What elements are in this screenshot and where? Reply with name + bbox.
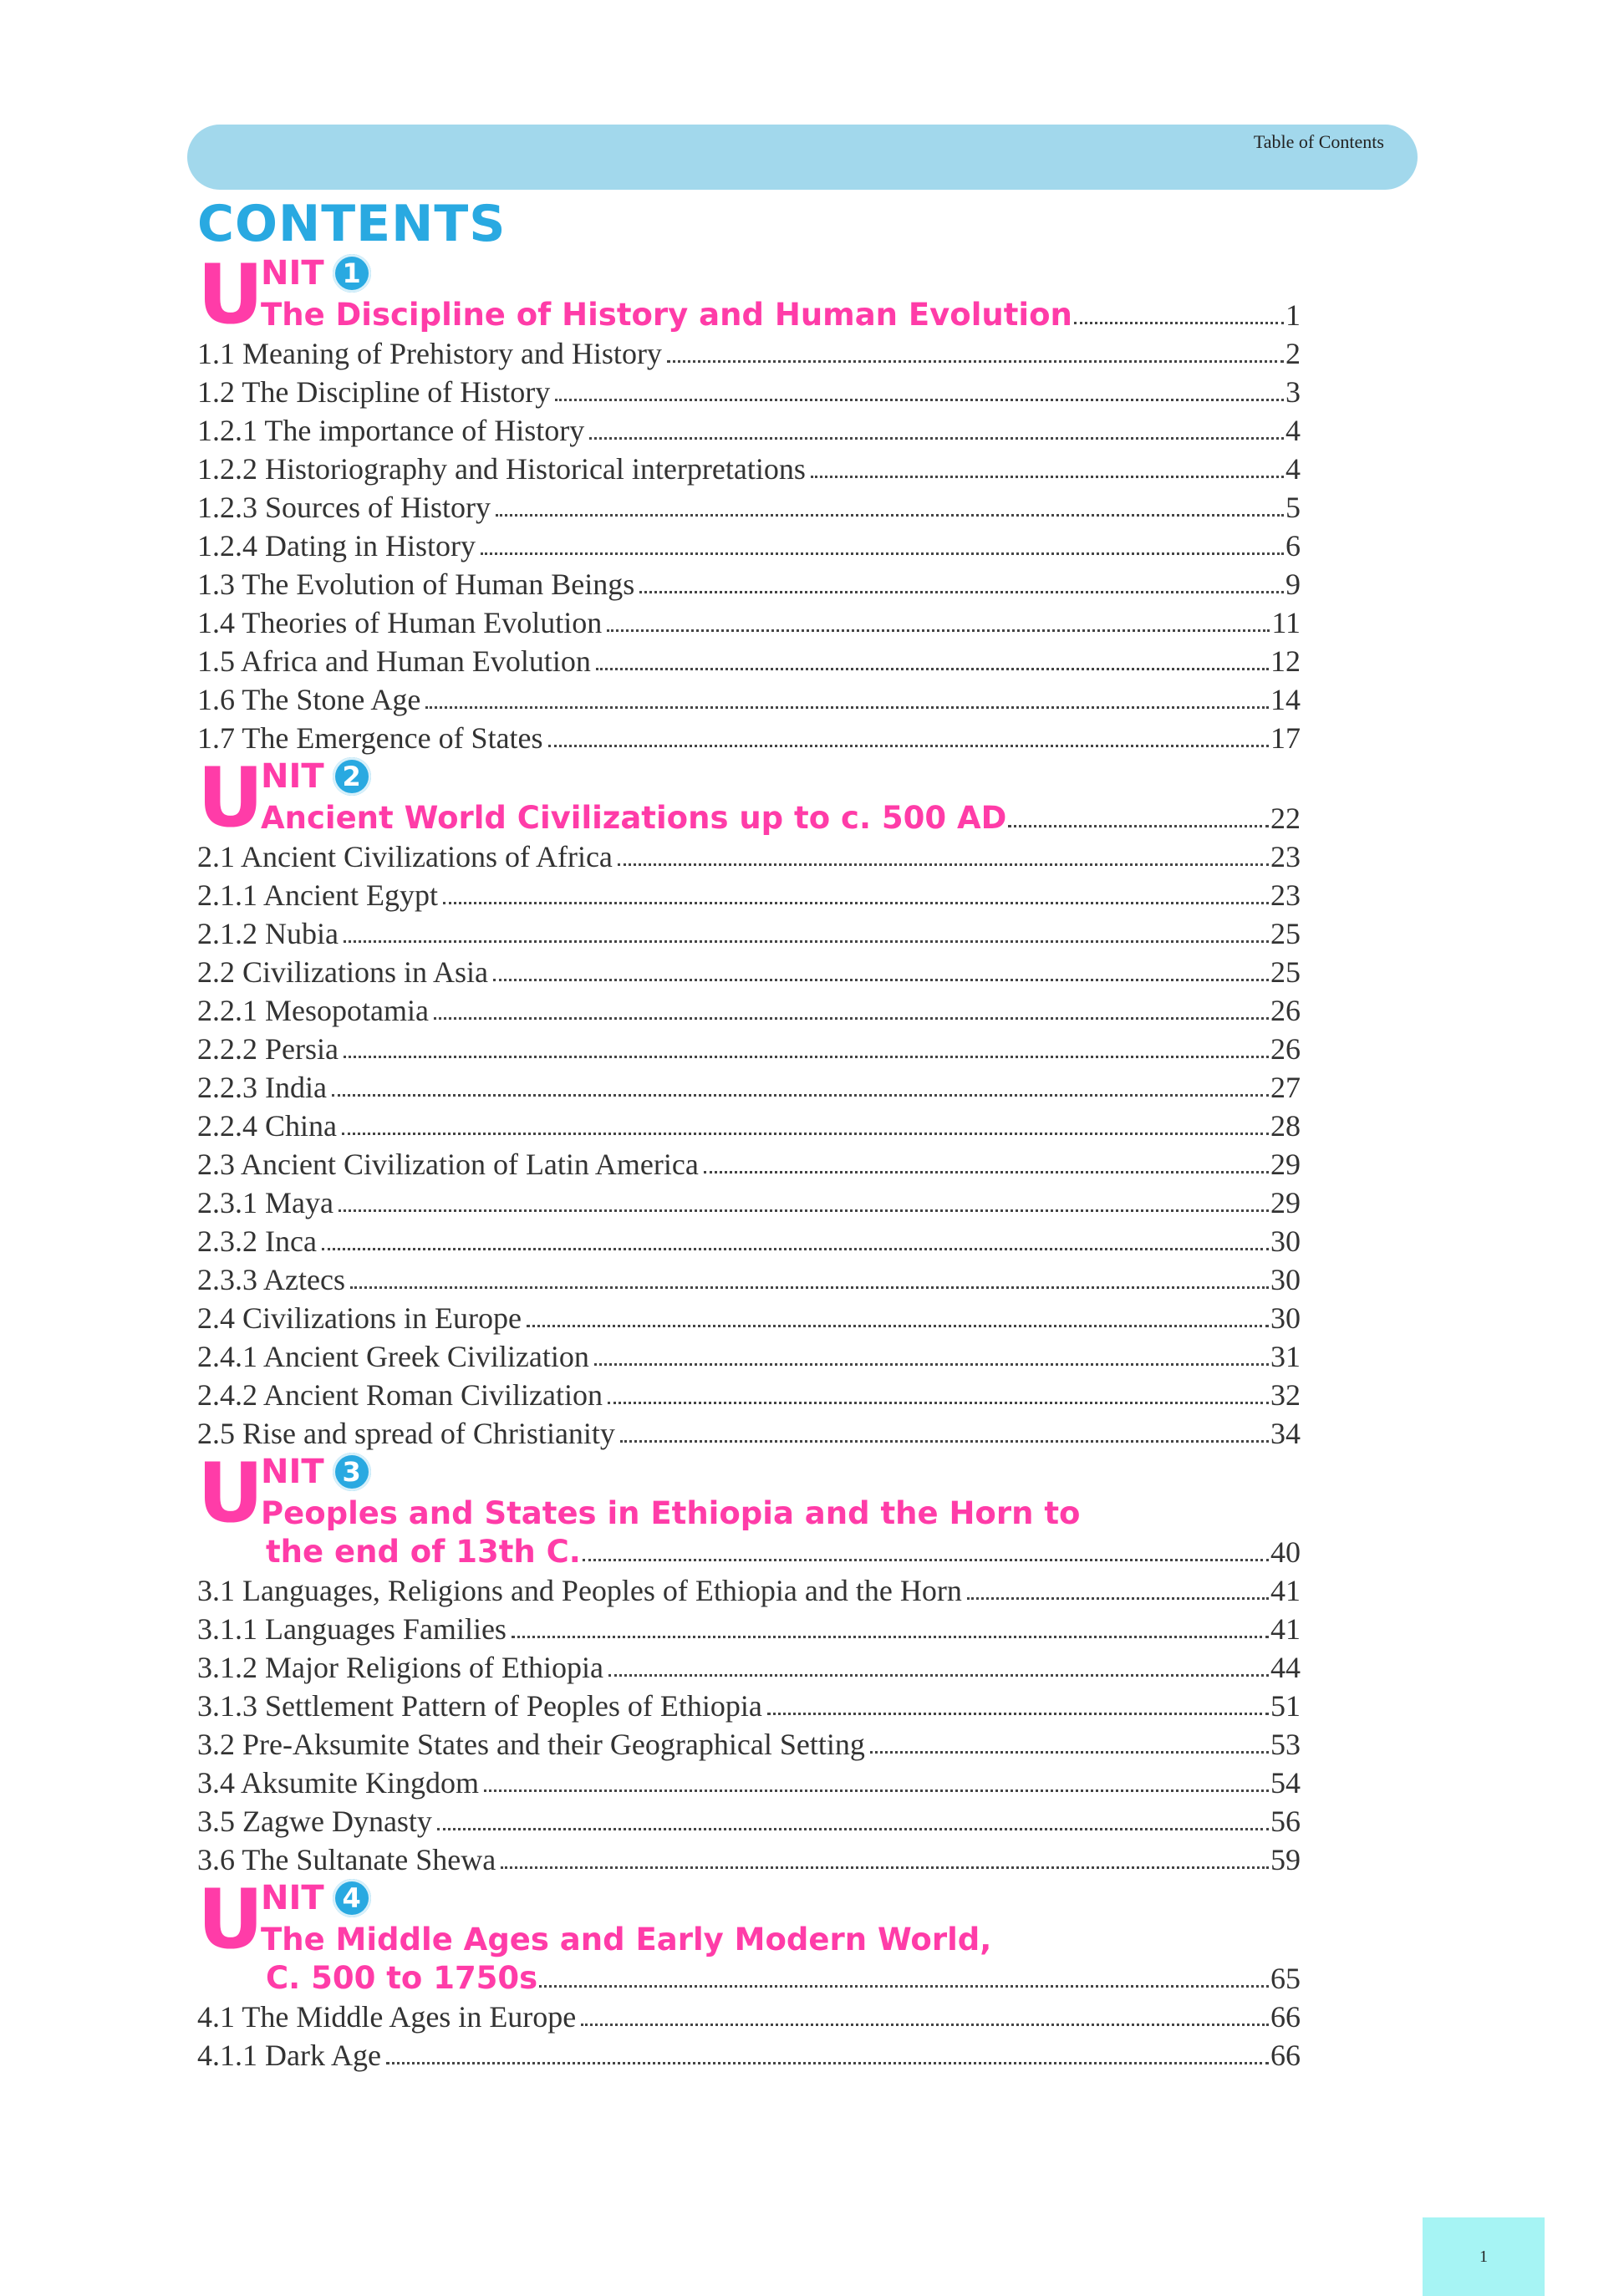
unit-label-text: NIT xyxy=(261,1879,324,1917)
toc-entry[interactable] xyxy=(197,1608,1301,1647)
dot-leader xyxy=(512,1636,1269,1638)
unit-initial-letter: U xyxy=(197,751,264,846)
toc-entry-page: 53 xyxy=(1270,1728,1301,1761)
toc-entry-page: 44 xyxy=(1270,1651,1301,1684)
dot-leader xyxy=(594,1363,1269,1366)
toc-entry[interactable] xyxy=(197,913,1301,951)
toc-entry-title: 3.1.1 Languages Families xyxy=(197,1612,507,1646)
toc-entry[interactable] xyxy=(197,1374,1301,1413)
toc-entry-page: 3 xyxy=(1285,375,1301,409)
dot-leader xyxy=(344,940,1269,943)
toc-entry[interactable] xyxy=(197,448,1301,486)
toc-entry-title: 1.2.2 Historiography and Historical interpretations xyxy=(197,452,806,486)
dot-leader xyxy=(1074,322,1284,324)
toc-entry-title: 3.4 Aksumite Kingdom xyxy=(197,1766,480,1800)
dot-leader xyxy=(484,1789,1269,1792)
dot-leader xyxy=(481,552,1284,555)
toc-entry-title: 1.2.1 The importance of History xyxy=(197,414,585,447)
toc-entry-page: 4 xyxy=(1285,414,1301,447)
dot-leader xyxy=(425,706,1269,709)
unit-number-badge: 2 xyxy=(333,757,371,796)
toc-entry[interactable] xyxy=(197,1067,1301,1105)
toc-entry-title: 2.2.1 Mesopotamia xyxy=(197,994,429,1027)
toc-entry-page: 14 xyxy=(1270,683,1301,716)
toc-entry-page: 30 xyxy=(1270,1263,1301,1296)
toc-entry-title: 2.1 Ancient Civilizations of Africa xyxy=(197,840,613,873)
unit-page-number: 22 xyxy=(1270,802,1301,835)
dot-leader xyxy=(527,1325,1269,1327)
unit-label-text: NIT xyxy=(261,757,324,796)
dot-leader xyxy=(581,2024,1269,2026)
unit-title-text: the end of 13th C. xyxy=(266,1534,581,1570)
toc-entry[interactable] xyxy=(197,1570,1301,1608)
toc-entry-page: 25 xyxy=(1270,917,1301,950)
unit-number-badge: 1 xyxy=(333,254,371,293)
toc-entry-page: 66 xyxy=(1270,2000,1301,2034)
dot-leader xyxy=(620,1440,1269,1443)
page-number-box xyxy=(1423,2217,1545,2296)
toc-entry-page: 51 xyxy=(1270,1689,1301,1723)
dot-leader xyxy=(589,437,1284,440)
dot-leader xyxy=(704,1171,1269,1173)
unit-section xyxy=(197,1872,1301,1996)
toc-entry-page: 54 xyxy=(1270,1766,1301,1800)
toc-entry-page: 28 xyxy=(1270,1109,1301,1143)
dot-leader xyxy=(767,1713,1269,1715)
unit-section xyxy=(197,247,1301,343)
toc-entry-page: 26 xyxy=(1270,1032,1301,1066)
toc-entry[interactable] xyxy=(197,679,1301,717)
toc-entry[interactable] xyxy=(197,410,1301,448)
dot-leader xyxy=(607,629,1270,632)
dot-leader xyxy=(667,360,1284,363)
toc-entry-title: 1.1 Meaning of Prehistory and History xyxy=(197,337,662,370)
toc-entry-page: 29 xyxy=(1270,1186,1301,1219)
toc-entry[interactable] xyxy=(197,717,1301,756)
dot-leader xyxy=(811,476,1284,478)
unit-section xyxy=(197,1446,1301,1570)
dot-leader xyxy=(608,1402,1269,1404)
unit-initial-letter: U xyxy=(197,1446,264,1541)
unit-label-text: NIT xyxy=(261,254,324,293)
toc-entry-title: 1.4 Theories of Human Evolution xyxy=(197,606,603,639)
unit-label xyxy=(261,1877,1301,1919)
dot-leader xyxy=(583,1559,1269,1561)
toc-entry-page: 30 xyxy=(1270,1301,1301,1335)
toc-entry[interactable] xyxy=(197,951,1301,990)
toc-entry[interactable] xyxy=(197,525,1301,563)
toc-entry-page: 25 xyxy=(1270,955,1301,989)
toc-entry-page: 23 xyxy=(1270,878,1301,912)
toc-entry[interactable] xyxy=(197,1105,1301,1143)
toc-entry-page: 66 xyxy=(1270,2039,1301,2072)
toc-entry[interactable] xyxy=(197,1685,1301,1723)
page-number: 1 xyxy=(1479,2247,1488,2266)
unit-title-text: Peoples and States in Ethiopia and the Horn to xyxy=(261,1495,1081,1531)
toc-entry-title: 1.2.3 Sources of History xyxy=(197,491,491,524)
toc-entry[interactable] xyxy=(197,1762,1301,1800)
toc-entry-title: 1.2.4 Dating in History xyxy=(197,529,476,563)
toc-entry-page: 17 xyxy=(1270,721,1301,755)
toc-entry-page: 34 xyxy=(1270,1417,1301,1450)
unit-label-text: NIT xyxy=(261,1453,324,1491)
toc-entry[interactable] xyxy=(197,1647,1301,1685)
toc-entry-title: 2.3 Ancient Civilization of Latin America xyxy=(197,1148,699,1181)
unit-title xyxy=(261,797,1301,836)
unit-page-number: 65 xyxy=(1270,1962,1301,1995)
dot-leader xyxy=(344,1056,1269,1058)
dot-leader xyxy=(596,668,1269,670)
toc-entry-title: 3.1.3 Settlement Pattern of Peoples of Ethiopia xyxy=(197,1689,762,1723)
dot-leader xyxy=(501,1866,1269,1869)
toc-entry[interactable] xyxy=(197,1800,1301,1839)
toc-entry-page: 41 xyxy=(1270,1574,1301,1607)
toc-entry-title: 1.7 The Emergence of States xyxy=(197,721,543,755)
toc-entry[interactable] xyxy=(197,1413,1301,1451)
toc-entry-title: 3.2 Pre-Aksumite States and their Geographical Setting xyxy=(197,1728,865,1761)
unit-title-text: The Discipline of History and Human Evolution xyxy=(261,297,1072,333)
toc-entry-title: 2.2.4 China xyxy=(197,1109,337,1143)
toc-entry[interactable] xyxy=(197,1182,1301,1220)
dot-leader xyxy=(342,1133,1269,1135)
toc-entry-page: 6 xyxy=(1285,529,1301,563)
toc-entry-title: 2.3.1 Maya xyxy=(197,1186,333,1219)
toc-entry-page: 32 xyxy=(1270,1378,1301,1412)
toc-entry[interactable] xyxy=(197,1839,1301,1877)
unit-initial-letter: U xyxy=(197,247,264,343)
toc-entry[interactable] xyxy=(197,1143,1301,1182)
toc-entry-title: 2.1.2 Nubia xyxy=(197,917,339,950)
toc-entry-title: 2.4.2 Ancient Roman Civilization xyxy=(197,1378,603,1412)
unit-initial-letter: U xyxy=(197,1872,264,1968)
toc-entry-page: 56 xyxy=(1270,1805,1301,1838)
toc-entry-page: 41 xyxy=(1270,1612,1301,1646)
dot-leader xyxy=(1008,825,1269,827)
page-title: CONTENTS xyxy=(197,195,507,253)
toc-entry-title: 2.2 Civilizations in Asia xyxy=(197,955,488,989)
toc-entry[interactable] xyxy=(197,371,1301,410)
unit-number-badge: 4 xyxy=(333,1879,371,1917)
dot-leader xyxy=(618,863,1269,866)
unit-title-text: C. 500 to 1750s xyxy=(266,1960,538,1996)
dot-leader xyxy=(437,1828,1269,1830)
dot-leader xyxy=(386,2062,1269,2064)
toc-entry[interactable] xyxy=(197,1336,1301,1374)
toc-entry-title: 1.6 The Stone Age xyxy=(197,683,421,716)
toc-entry-page: 11 xyxy=(1271,606,1301,639)
toc-entry[interactable] xyxy=(197,1220,1301,1259)
toc-entry-title: 2.2.2 Persia xyxy=(197,1032,339,1066)
unit-title xyxy=(261,1493,1301,1531)
toc-entry-title: 2.1.1 Ancient Egypt xyxy=(197,878,438,912)
toc-entry[interactable] xyxy=(197,602,1301,640)
toc-entry[interactable] xyxy=(197,1297,1301,1336)
toc-entry[interactable] xyxy=(197,640,1301,679)
toc-entry-title: 2.4 Civilizations in Europe xyxy=(197,1301,522,1335)
unit-page-number: 1 xyxy=(1285,298,1301,332)
unit-page-number: 40 xyxy=(1270,1535,1301,1569)
dot-leader xyxy=(870,1751,1269,1754)
unit-title xyxy=(261,1919,1301,1957)
toc-entry[interactable] xyxy=(197,1996,1301,2034)
dot-leader xyxy=(496,514,1284,517)
unit-title xyxy=(261,1531,1301,1570)
unit-section xyxy=(197,751,1301,846)
dot-leader xyxy=(350,1286,1269,1289)
toc-entry-title: 3.1.2 Major Religions of Ethiopia xyxy=(197,1651,603,1684)
toc-entry-page: 5 xyxy=(1285,491,1301,524)
toc-entry-title: 1.3 The Evolution of Human Beings xyxy=(197,568,635,601)
unit-number-badge: 3 xyxy=(333,1453,371,1491)
dot-leader xyxy=(322,1248,1269,1250)
toc-entry-title: 2.3.2 Inca xyxy=(197,1224,317,1258)
unit-title-text: Ancient World Civilizations up to c. 500 AD xyxy=(261,800,1007,836)
toc-entry-title: 1.5 Africa and Human Evolution xyxy=(197,644,591,678)
toc-entry[interactable] xyxy=(197,874,1301,913)
table-of-contents xyxy=(197,247,1301,2073)
dot-leader xyxy=(539,1985,1269,1988)
toc-entry-page: 29 xyxy=(1270,1148,1301,1181)
toc-entry-page: 26 xyxy=(1270,994,1301,1027)
unit-label xyxy=(261,756,1301,797)
toc-entry-title: 3.5 Zagwe Dynasty xyxy=(197,1805,432,1838)
toc-entry-title: 2.4.1 Ancient Greek Civilization xyxy=(197,1340,589,1373)
toc-entry[interactable] xyxy=(197,1259,1301,1297)
toc-entry-page: 31 xyxy=(1270,1340,1301,1373)
toc-entry-title: 4.1 The Middle Ages in Europe xyxy=(197,2000,577,2034)
toc-entry-page: 30 xyxy=(1270,1224,1301,1258)
header-text: Table of Contents xyxy=(1253,131,1384,152)
toc-entry-title: 2.3.3 Aztecs xyxy=(197,1263,345,1296)
toc-entry-title: 2.2.3 India xyxy=(197,1071,327,1104)
toc-entry[interactable] xyxy=(197,1028,1301,1067)
dot-leader xyxy=(332,1094,1269,1097)
unit-label xyxy=(261,1451,1301,1493)
toc-entry-page: 4 xyxy=(1285,452,1301,486)
dot-leader xyxy=(967,1597,1269,1600)
dot-leader xyxy=(548,745,1269,747)
dot-leader xyxy=(555,399,1284,401)
dot-leader xyxy=(608,1674,1269,1677)
dot-leader xyxy=(493,979,1269,981)
toc-entry[interactable] xyxy=(197,2034,1301,2073)
toc-entry-title: 3.6 The Sultanate Shewa xyxy=(197,1843,496,1876)
toc-entry-title: 1.2 The Discipline of History xyxy=(197,375,551,409)
toc-entry-title: 2.5 Rise and spread of Christianity xyxy=(197,1417,615,1450)
toc-entry[interactable] xyxy=(197,1723,1301,1762)
toc-entry-page: 23 xyxy=(1270,840,1301,873)
unit-title-text: The Middle Ages and Early Modern World, xyxy=(261,1922,992,1957)
toc-entry[interactable] xyxy=(197,990,1301,1028)
dot-leader xyxy=(339,1209,1269,1212)
dot-leader xyxy=(639,591,1284,593)
toc-entry[interactable] xyxy=(197,486,1301,525)
toc-entry-title: 4.1.1 Dark Age xyxy=(197,2039,381,2072)
dot-leader xyxy=(443,902,1269,904)
dot-leader xyxy=(434,1017,1269,1020)
toc-entry-page: 27 xyxy=(1270,1071,1301,1104)
unit-label xyxy=(261,252,1301,294)
toc-entry-page: 12 xyxy=(1270,644,1301,678)
unit-title xyxy=(261,1957,1301,1996)
toc-entry-page: 9 xyxy=(1285,568,1301,601)
toc-entry-page: 2 xyxy=(1285,337,1301,370)
toc-entry[interactable] xyxy=(197,563,1301,602)
toc-entry[interactable] xyxy=(197,836,1301,874)
toc-entry-title: 3.1 Languages, Religions and Peoples of Ethiopia and the Horn xyxy=(197,1574,962,1607)
toc-entry[interactable] xyxy=(197,333,1301,371)
toc-entry-page: 59 xyxy=(1270,1843,1301,1876)
unit-title xyxy=(261,294,1301,333)
header-bar xyxy=(187,125,1418,190)
